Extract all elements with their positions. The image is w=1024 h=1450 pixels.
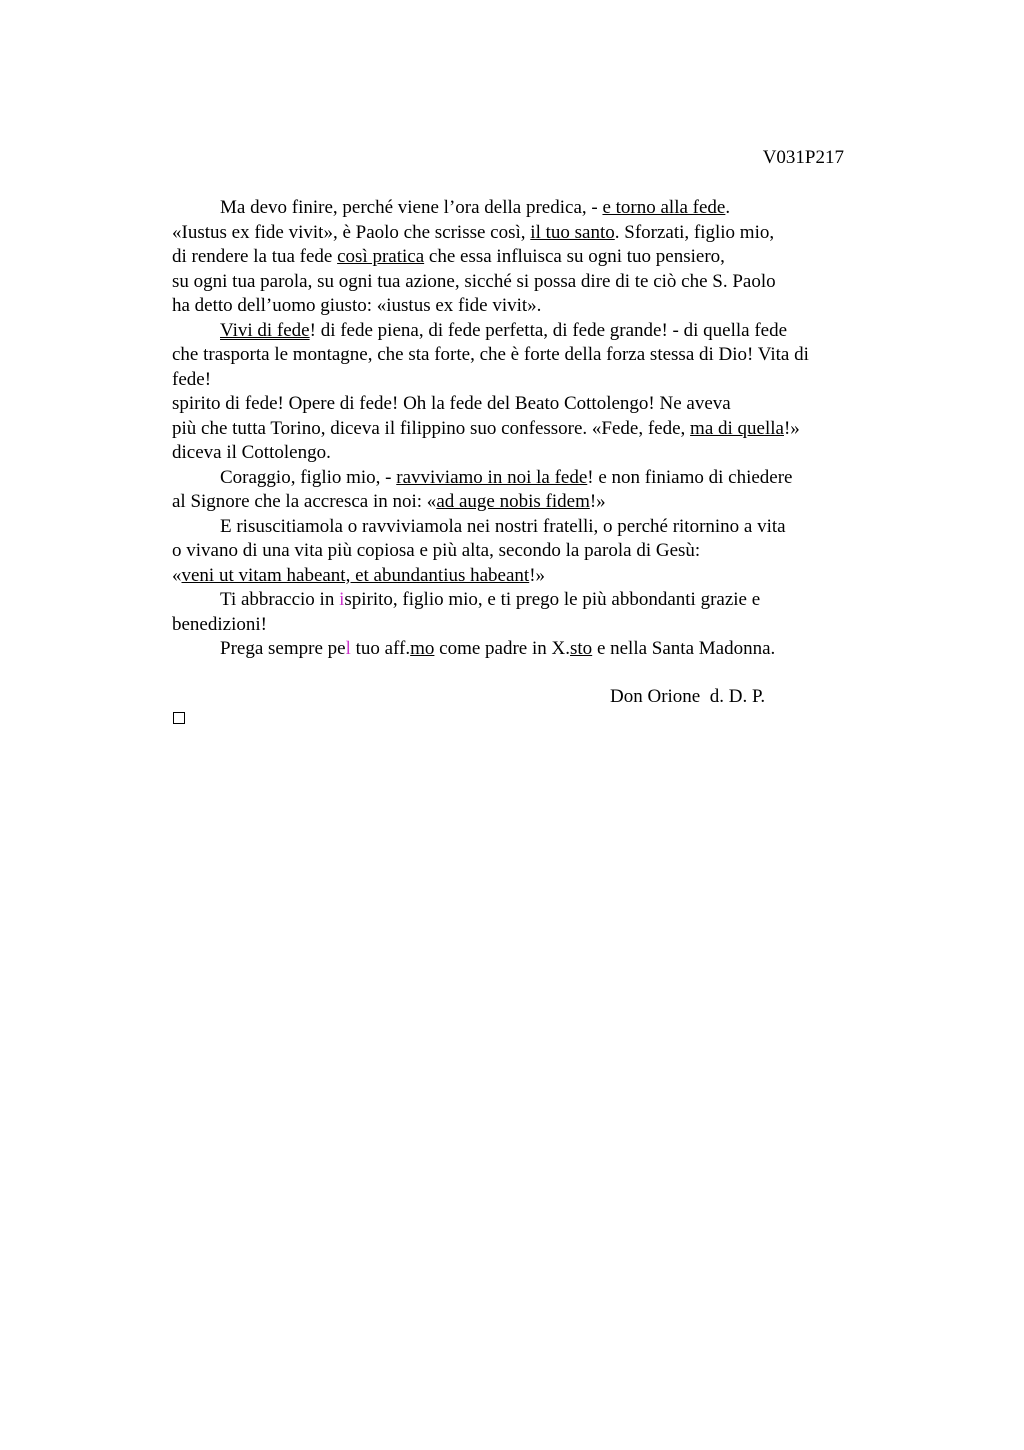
paragraph-line: [172, 196, 872, 221]
highlighted-char: i: [339, 589, 345, 610]
paragraph-line: [172, 319, 872, 344]
text-run: .: [725, 197, 731, 218]
paragraph-line: o vivano di una vita più copiosa e più alta, secondo la parola di Gesù:: [172, 540, 701, 561]
underlined-text: ma di quella: [690, 417, 784, 439]
paragraph-line: benedizioni!: [172, 613, 267, 635]
paragraph-line: spirito di fede! Opere di fede! Oh la fede del Beato Cottolengo! Ne aveva: [172, 393, 731, 414]
letter-body: [172, 196, 872, 662]
text-run: !»: [589, 491, 606, 512]
text-run: al Signore che la accresca in noi: «: [172, 491, 437, 512]
text-run: come padre in X.: [434, 638, 570, 659]
underlined-text: veni ut vitam habeant, et abundantius habeant: [181, 564, 530, 586]
text-run: spirito, figlio mio, e ti prego le più abbondanti grazie e: [344, 589, 761, 610]
text-run: . Sforzati, figlio mio,: [614, 221, 775, 243]
underlined-text: ravviviamo in noi la fede: [396, 466, 588, 488]
underlined-text: mo: [410, 638, 435, 659]
paragraph-line: E risuscitiamola o ravviviamola nei nostri fratelli, o perché ritornino a vita: [220, 515, 786, 537]
text-run: più che tutta Torino, diceva il filippino suo confessore. «Fede, fede,: [172, 417, 691, 439]
text-run: che essa influisca su ogni tuo pensiero,: [424, 246, 725, 267]
text-run: !»: [529, 564, 546, 586]
highlighted-char: l: [345, 638, 351, 659]
underlined-text: e torno alla fede: [602, 197, 726, 218]
paragraph-line: fede!: [172, 368, 212, 390]
paragraph-line: [172, 245, 872, 270]
text-run: Coraggio, figlio mio, -: [220, 466, 397, 488]
text-run: ! di fede piena, di fede perfetta, di fede grande! - di quella fede: [309, 319, 788, 341]
paragraph-line: ha detto dell’uomo giusto: «iustus ex fide vivit».: [172, 295, 542, 316]
paragraph-line: su ogni tua parola, su ogni tua azione, sicché si possa dire di te ciò che S. Paolo: [172, 270, 776, 292]
text-run: !»: [783, 417, 800, 439]
paragraph-line: [172, 490, 872, 515]
text-run: ! e non finiamo di chiedere: [587, 466, 793, 488]
text-run: Ti abbraccio in: [220, 589, 340, 610]
underlined-text: così pratica: [337, 246, 425, 267]
paragraph-line: che trasporta le montagne, che sta forte, che è forte della forza stessa di Dio! Vita di: [172, 344, 809, 365]
underlined-text: sto: [570, 638, 593, 659]
paragraph-line: [172, 417, 872, 442]
paragraph-line: [172, 637, 872, 662]
text-run: tuo aff.: [350, 638, 411, 659]
text-run: Prega sempre pe: [220, 638, 346, 659]
end-marker-box: [173, 712, 185, 724]
text-run: «: [172, 564, 182, 586]
text-run: e nella Santa Madonna.: [592, 638, 776, 659]
signature: Don Orione d. D. P.: [610, 686, 766, 707]
text-run: «Iustus ex fide vivit», è Paolo che scrisse così,: [172, 221, 531, 243]
text-run: di rendere la tua fede: [172, 246, 338, 267]
text-run: Ma devo finire, perché viene l’ora della predica, -: [220, 197, 603, 218]
underlined-text: ad auge nobis fidem: [436, 491, 590, 512]
paragraph-line: diceva il Cottolengo.: [172, 442, 331, 463]
page-id: V031P217: [762, 147, 844, 168]
underlined-text: il tuo santo: [530, 221, 615, 243]
paragraph-line: [172, 564, 872, 589]
paragraph-line: [172, 466, 872, 491]
paragraph-line: [172, 221, 872, 246]
paragraph-line: [172, 588, 872, 613]
double-underlined-text: Vivi di fede: [220, 319, 310, 341]
